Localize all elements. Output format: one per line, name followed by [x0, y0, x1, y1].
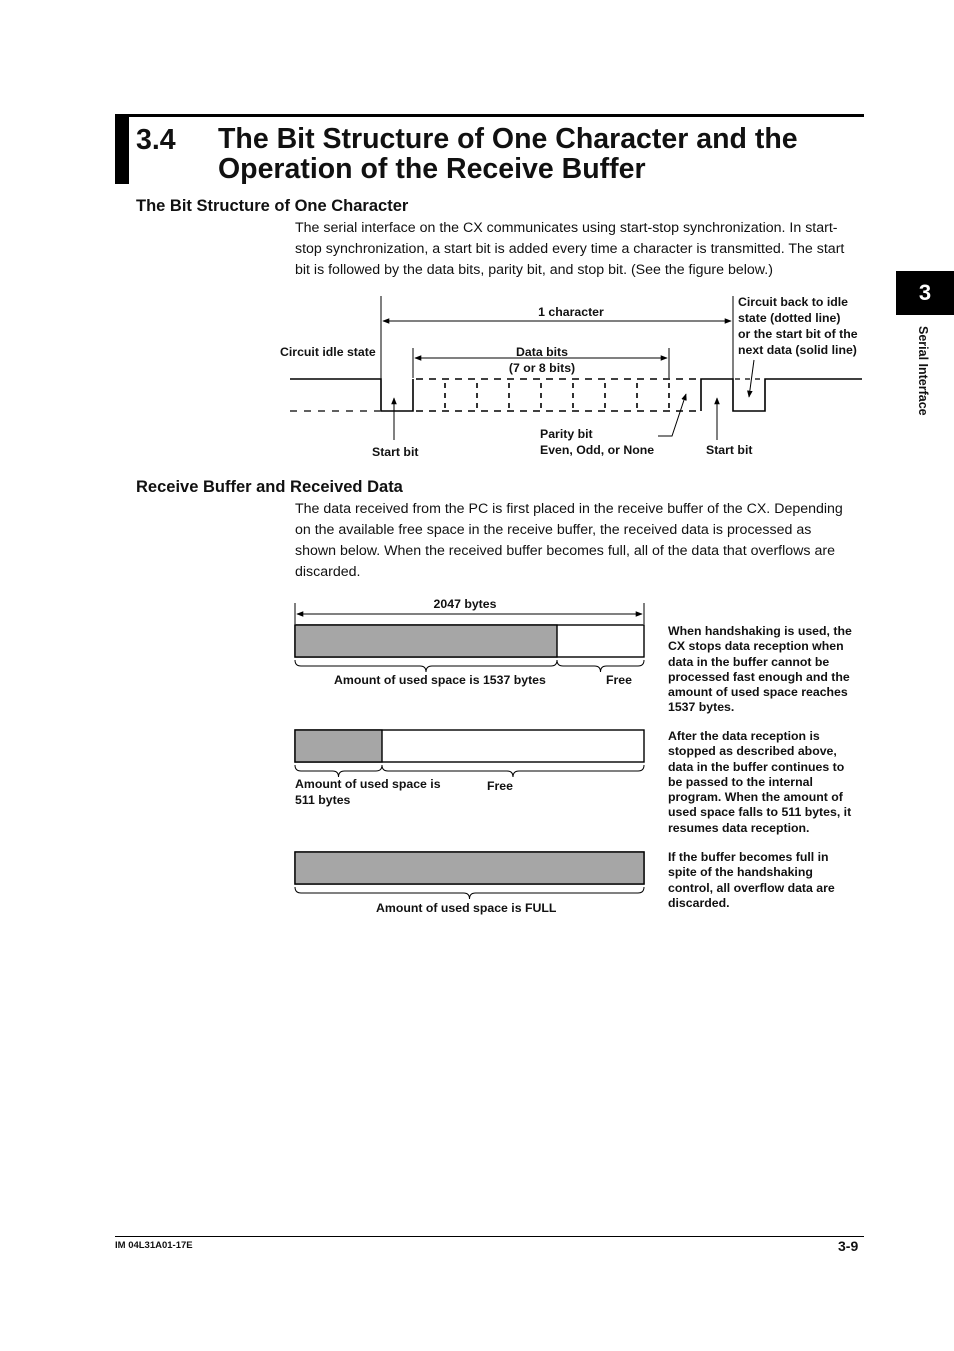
buffer-1-free-label: Free: [606, 673, 632, 687]
note-line: 1537 bytes.: [668, 700, 735, 715]
paragraph-line: shown below. When the received buffer becomes full, all of the data that overflows are: [295, 543, 835, 559]
label-line: 511 bytes: [295, 793, 351, 807]
buffer-2-used: [295, 730, 382, 762]
note-line: spite of the handshaking: [668, 865, 813, 880]
circuit-idle-label: Circuit idle state: [280, 345, 376, 359]
buffer-1-used: [295, 625, 557, 657]
start-bit-label-right: Start bit: [706, 443, 753, 457]
start-bit-label-left: Start bit: [372, 445, 419, 459]
buffer-3-used: [295, 852, 644, 884]
note-line: resumes data reception.: [668, 820, 810, 835]
note-line: CX stops data reception when: [668, 639, 844, 654]
note-line: When handshaking is used, the: [668, 624, 852, 638]
section-number: 3.4: [136, 124, 176, 156]
total-size-label: 2047 bytes: [433, 597, 497, 611]
bit-structure-heading: The Bit Structure of One Character: [136, 197, 409, 215]
buffer-3-note: [668, 850, 868, 911]
footer-page-number: 3-9: [838, 1238, 859, 1254]
label-line: state (dotted line): [738, 311, 841, 325]
note-line: stopped as described above,: [668, 744, 837, 759]
note-line: program. When the amount of: [668, 790, 843, 805]
footer-rule: [115, 1236, 864, 1237]
label-line: next data (solid line): [738, 343, 857, 357]
label-line: Circuit back to idle: [738, 295, 849, 309]
buffer-1-free-brace: [557, 660, 644, 672]
note-line: be passed to the internal: [668, 774, 813, 789]
label-line: Even, Odd, or None: [540, 443, 655, 457]
buffer-2-used-label: [295, 776, 441, 808]
buffer-2-free-label: Free: [487, 779, 513, 793]
note-line: processed fast enough and the: [668, 669, 850, 684]
note-line: used space falls to 511 bytes, it: [668, 805, 852, 820]
section-title-line: Operation of the Receive Buffer: [218, 153, 646, 185]
paragraph-line: on the available free space in the receive buffer, the received data is processed as: [295, 522, 812, 538]
buffer-1-used-label: Amount of used space is 1537 bytes: [334, 673, 546, 687]
buffer-3-used-label: Amount of used space is FULL: [376, 901, 557, 915]
receive-buffer-heading: Receive Buffer and Received Data: [136, 478, 403, 496]
note-line: discarded.: [668, 895, 730, 910]
label-line: Amount of used space is: [295, 777, 441, 791]
note-line: amount of used space reaches: [668, 685, 848, 700]
chapter-tab[interactable]: 3: [896, 271, 954, 315]
buffer-3-used-brace: [295, 887, 644, 899]
buffer-2-note: [668, 729, 868, 836]
paragraph-line: The data received from the PC is first placed in the receive buffer of the CX. Depending: [295, 501, 843, 517]
note-line: control, all overflow data are: [668, 880, 835, 895]
section-title-line: The Bit Structure of One Character and the: [218, 123, 798, 155]
note-line: If the buffer becomes full in: [668, 850, 829, 864]
paragraph-line: The serial interface on the CX communicates using start-stop synchronization. In start-: [295, 220, 838, 236]
label-line: or the start bit of the: [738, 327, 858, 341]
note-line: After the data reception is: [668, 729, 820, 743]
label-line: Parity bit: [540, 427, 593, 441]
paragraph-line: discarded.: [295, 564, 361, 580]
footer-doc-id: IM 04L31A01-17E: [115, 1240, 193, 1251]
chapter-side-label: Serial Interface: [916, 326, 930, 416]
label-line: (7 or 8 bits): [508, 361, 576, 375]
paragraph-line: stop synchronization, a start bit is added every time a character is transmitted. The start: [295, 241, 845, 257]
note-line: data in the buffer continues to: [668, 759, 845, 774]
paragraph-line: bit is followed by the data bits, parity bit, and stop bit. (See the figure below.): [295, 262, 773, 278]
buffer-1-used-brace: [295, 660, 557, 672]
note-line: data in the buffer cannot be: [668, 654, 830, 669]
one-character-label: 1 character: [538, 305, 604, 319]
label-line: Data bits: [516, 345, 568, 359]
buffer-1-note: [668, 624, 868, 716]
